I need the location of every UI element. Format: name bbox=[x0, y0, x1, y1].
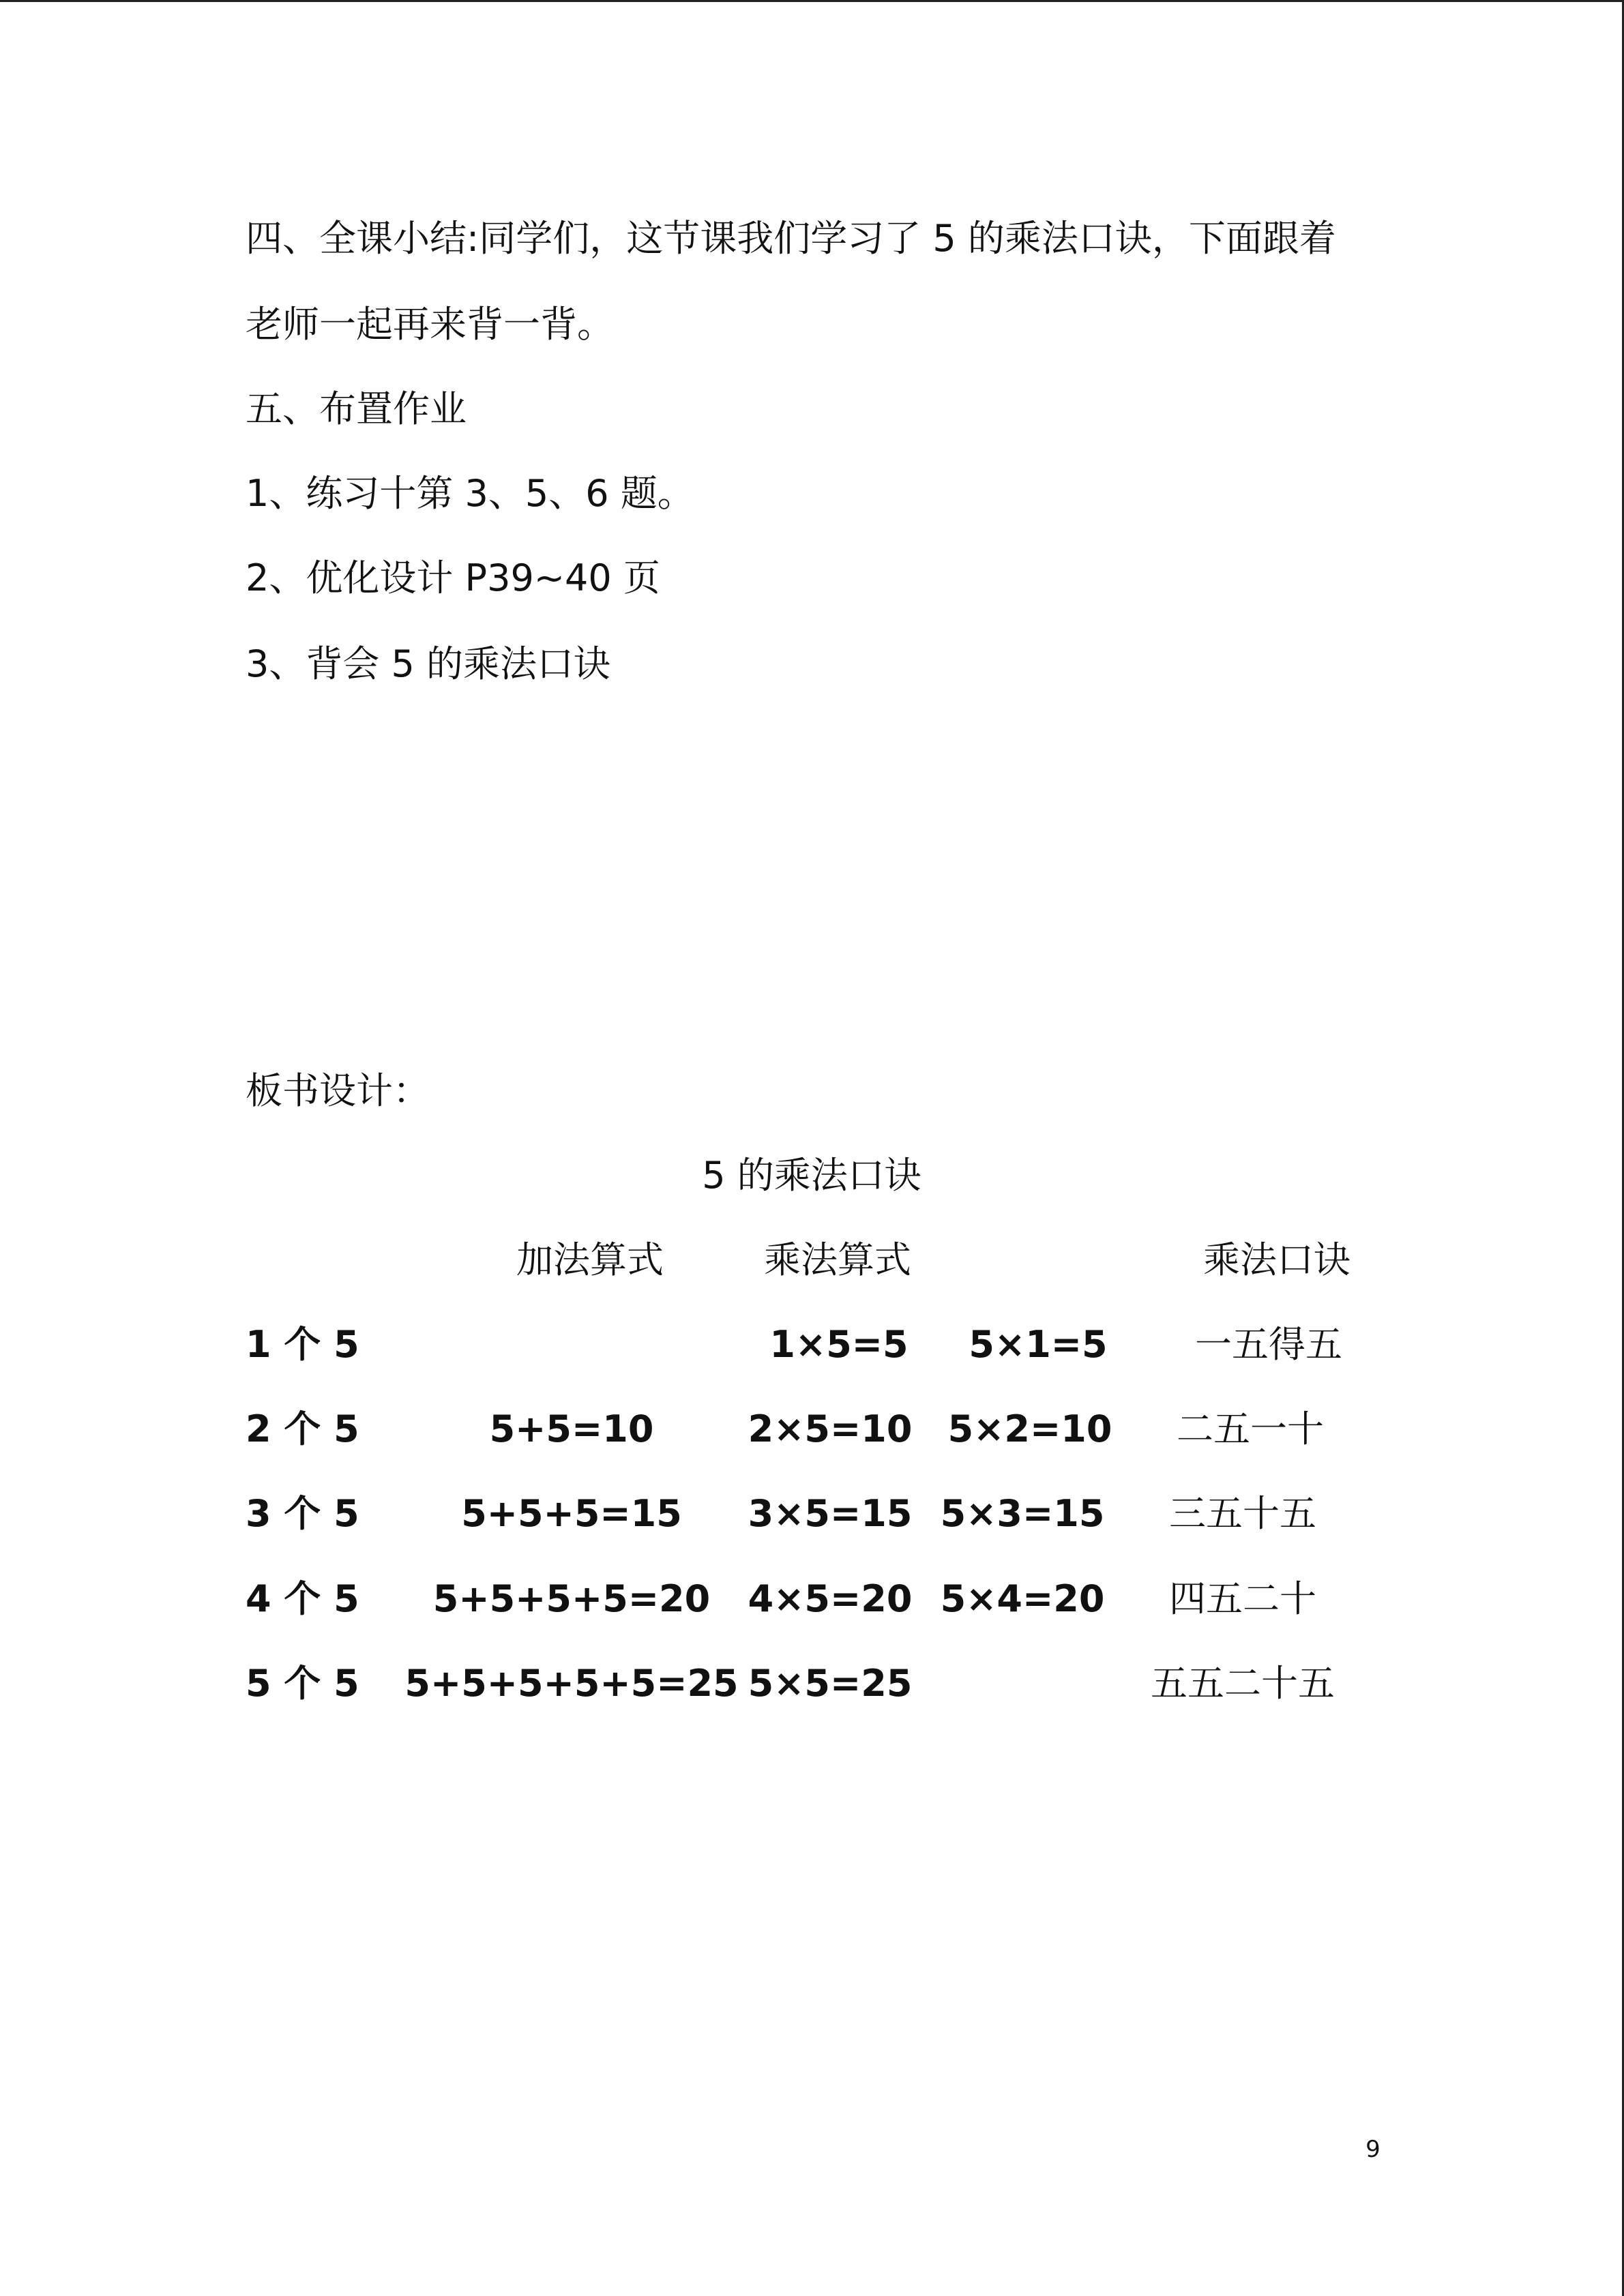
header-addition: 加法算式 bbox=[516, 1238, 664, 1281]
row-addition: 5+5+5+5+5=25 bbox=[404, 1662, 739, 1705]
row-count: 3 个 5 bbox=[246, 1492, 359, 1535]
row-addition: 5+5=10 bbox=[489, 1407, 654, 1450]
board-title: 5 的乘法口诀 bbox=[702, 1154, 921, 1197]
row-addition: 5+5+5=15 bbox=[461, 1492, 682, 1535]
summary-line-1: 四、全课小结:同学们，这节课我们学习了 5 的乘法口诀，下面跟着 bbox=[246, 217, 1336, 260]
row-rhyme: 三五十五 bbox=[1169, 1492, 1316, 1535]
row-rhyme: 二五一十 bbox=[1177, 1407, 1324, 1450]
row-rhyme: 五五二十五 bbox=[1151, 1662, 1335, 1705]
row-addition: 5+5+5+5=20 bbox=[432, 1577, 711, 1620]
homework-heading: 五、布置作业 bbox=[246, 387, 467, 430]
row-count: 5 个 5 bbox=[246, 1662, 359, 1705]
row-count: 4 个 5 bbox=[246, 1577, 359, 1620]
row-mult-a: 2×5=10 bbox=[748, 1407, 913, 1450]
row-mult-a: 4×5=20 bbox=[748, 1577, 913, 1620]
row-mult-a: 5×5=25 bbox=[748, 1662, 913, 1705]
row-mult-b: 5×2=10 bbox=[947, 1407, 1112, 1450]
homework-item-1: 1、练习十第 3、5、6 题。 bbox=[246, 472, 694, 515]
row-mult-b: 5×4=20 bbox=[940, 1577, 1105, 1620]
page-number: 9 bbox=[1365, 2136, 1381, 2163]
homework-item-2: 2、优化设计 P39~40 页 bbox=[246, 556, 660, 599]
row-rhyme: 一五得五 bbox=[1195, 1323, 1342, 1366]
row-count: 1 个 5 bbox=[246, 1323, 359, 1366]
row-mult-a: 3×5=15 bbox=[748, 1492, 913, 1535]
board-design-label: 板书设计： bbox=[246, 1069, 430, 1112]
row-rhyme: 四五二十 bbox=[1169, 1577, 1316, 1620]
row-mult-a: 1×5=5 bbox=[769, 1323, 909, 1366]
header-rhyme: 乘法口诀 bbox=[1203, 1238, 1350, 1281]
homework-item-3: 3、背会 5 的乘法口诀 bbox=[246, 642, 611, 685]
header-multiplication: 乘法算式 bbox=[764, 1238, 911, 1281]
row-mult-b: 5×3=15 bbox=[940, 1492, 1105, 1535]
summary-line-2: 老师一起再来背一背。 bbox=[246, 303, 614, 346]
row-mult-b: 5×1=5 bbox=[969, 1323, 1108, 1366]
row-count: 2 个 5 bbox=[246, 1407, 359, 1450]
page-border-top bbox=[0, 0, 1624, 2]
